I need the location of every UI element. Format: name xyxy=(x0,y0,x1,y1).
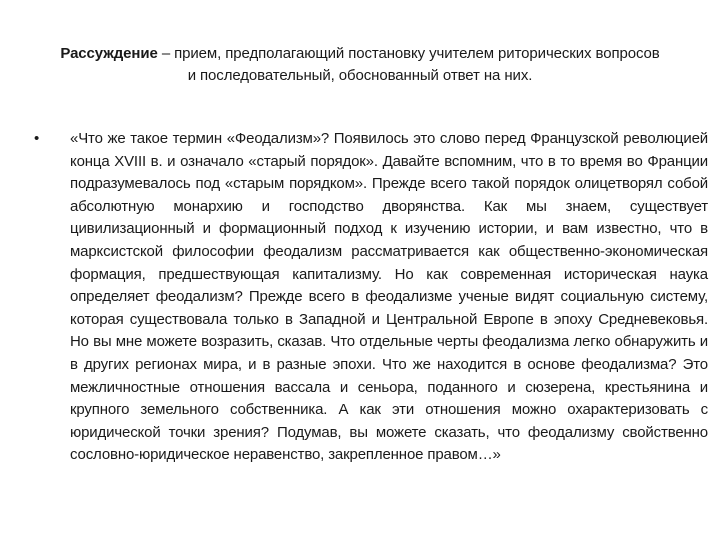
bullet-icon: • xyxy=(34,130,40,147)
definition-paragraph xyxy=(60,43,660,87)
definition-dash: – xyxy=(157,45,175,62)
bullet-text: «Что же такое термин «Феодализм»? Появилось это слово перед Французской революцией конца XVIII в. и означало «старый порядок». Давайте вспомним, что в то время во Франции подразумевалось под «старым порядком». Прежде всего такой порядок олицетворял собой абсолютную монархию и господство дворянства. Как мы знаем, существует цивилизационный и формационный подход к изучению истории, и вам известно, что в марксистской философии феодализм рассматривается как общественно-экономическая формация, предшествующая капитализму. Но как современная историческая наука определяет феодализм? Прежде всего в феодализме ученые видят социальную систему, которая существовала только в Западной и Центральной Европе в эпоху Средневековья. Но вы мне можете возразить, сказав. Что отдельные черты феодализма легко обнаружить и в других регионах мира, и в разные эпохи. Что же находится в основе феодализма? Это межличностные отношения вассала и сеньора, поданного и сюзерена, крестьянина и крупного земельного собственника. А как эти отношения можно охарактеризовать с юридической точки зрения? Подумав, вы можете сказать, что феодализму свойственно сословно-юридическое неравенство, закрепленное правом…» xyxy=(70,130,708,464)
definition-text: прием, предполагающий постановку учителем риторических вопросов и последовательный, обоснованный ответ на них. xyxy=(174,45,660,84)
definition-term: Рассуждение xyxy=(60,45,158,62)
